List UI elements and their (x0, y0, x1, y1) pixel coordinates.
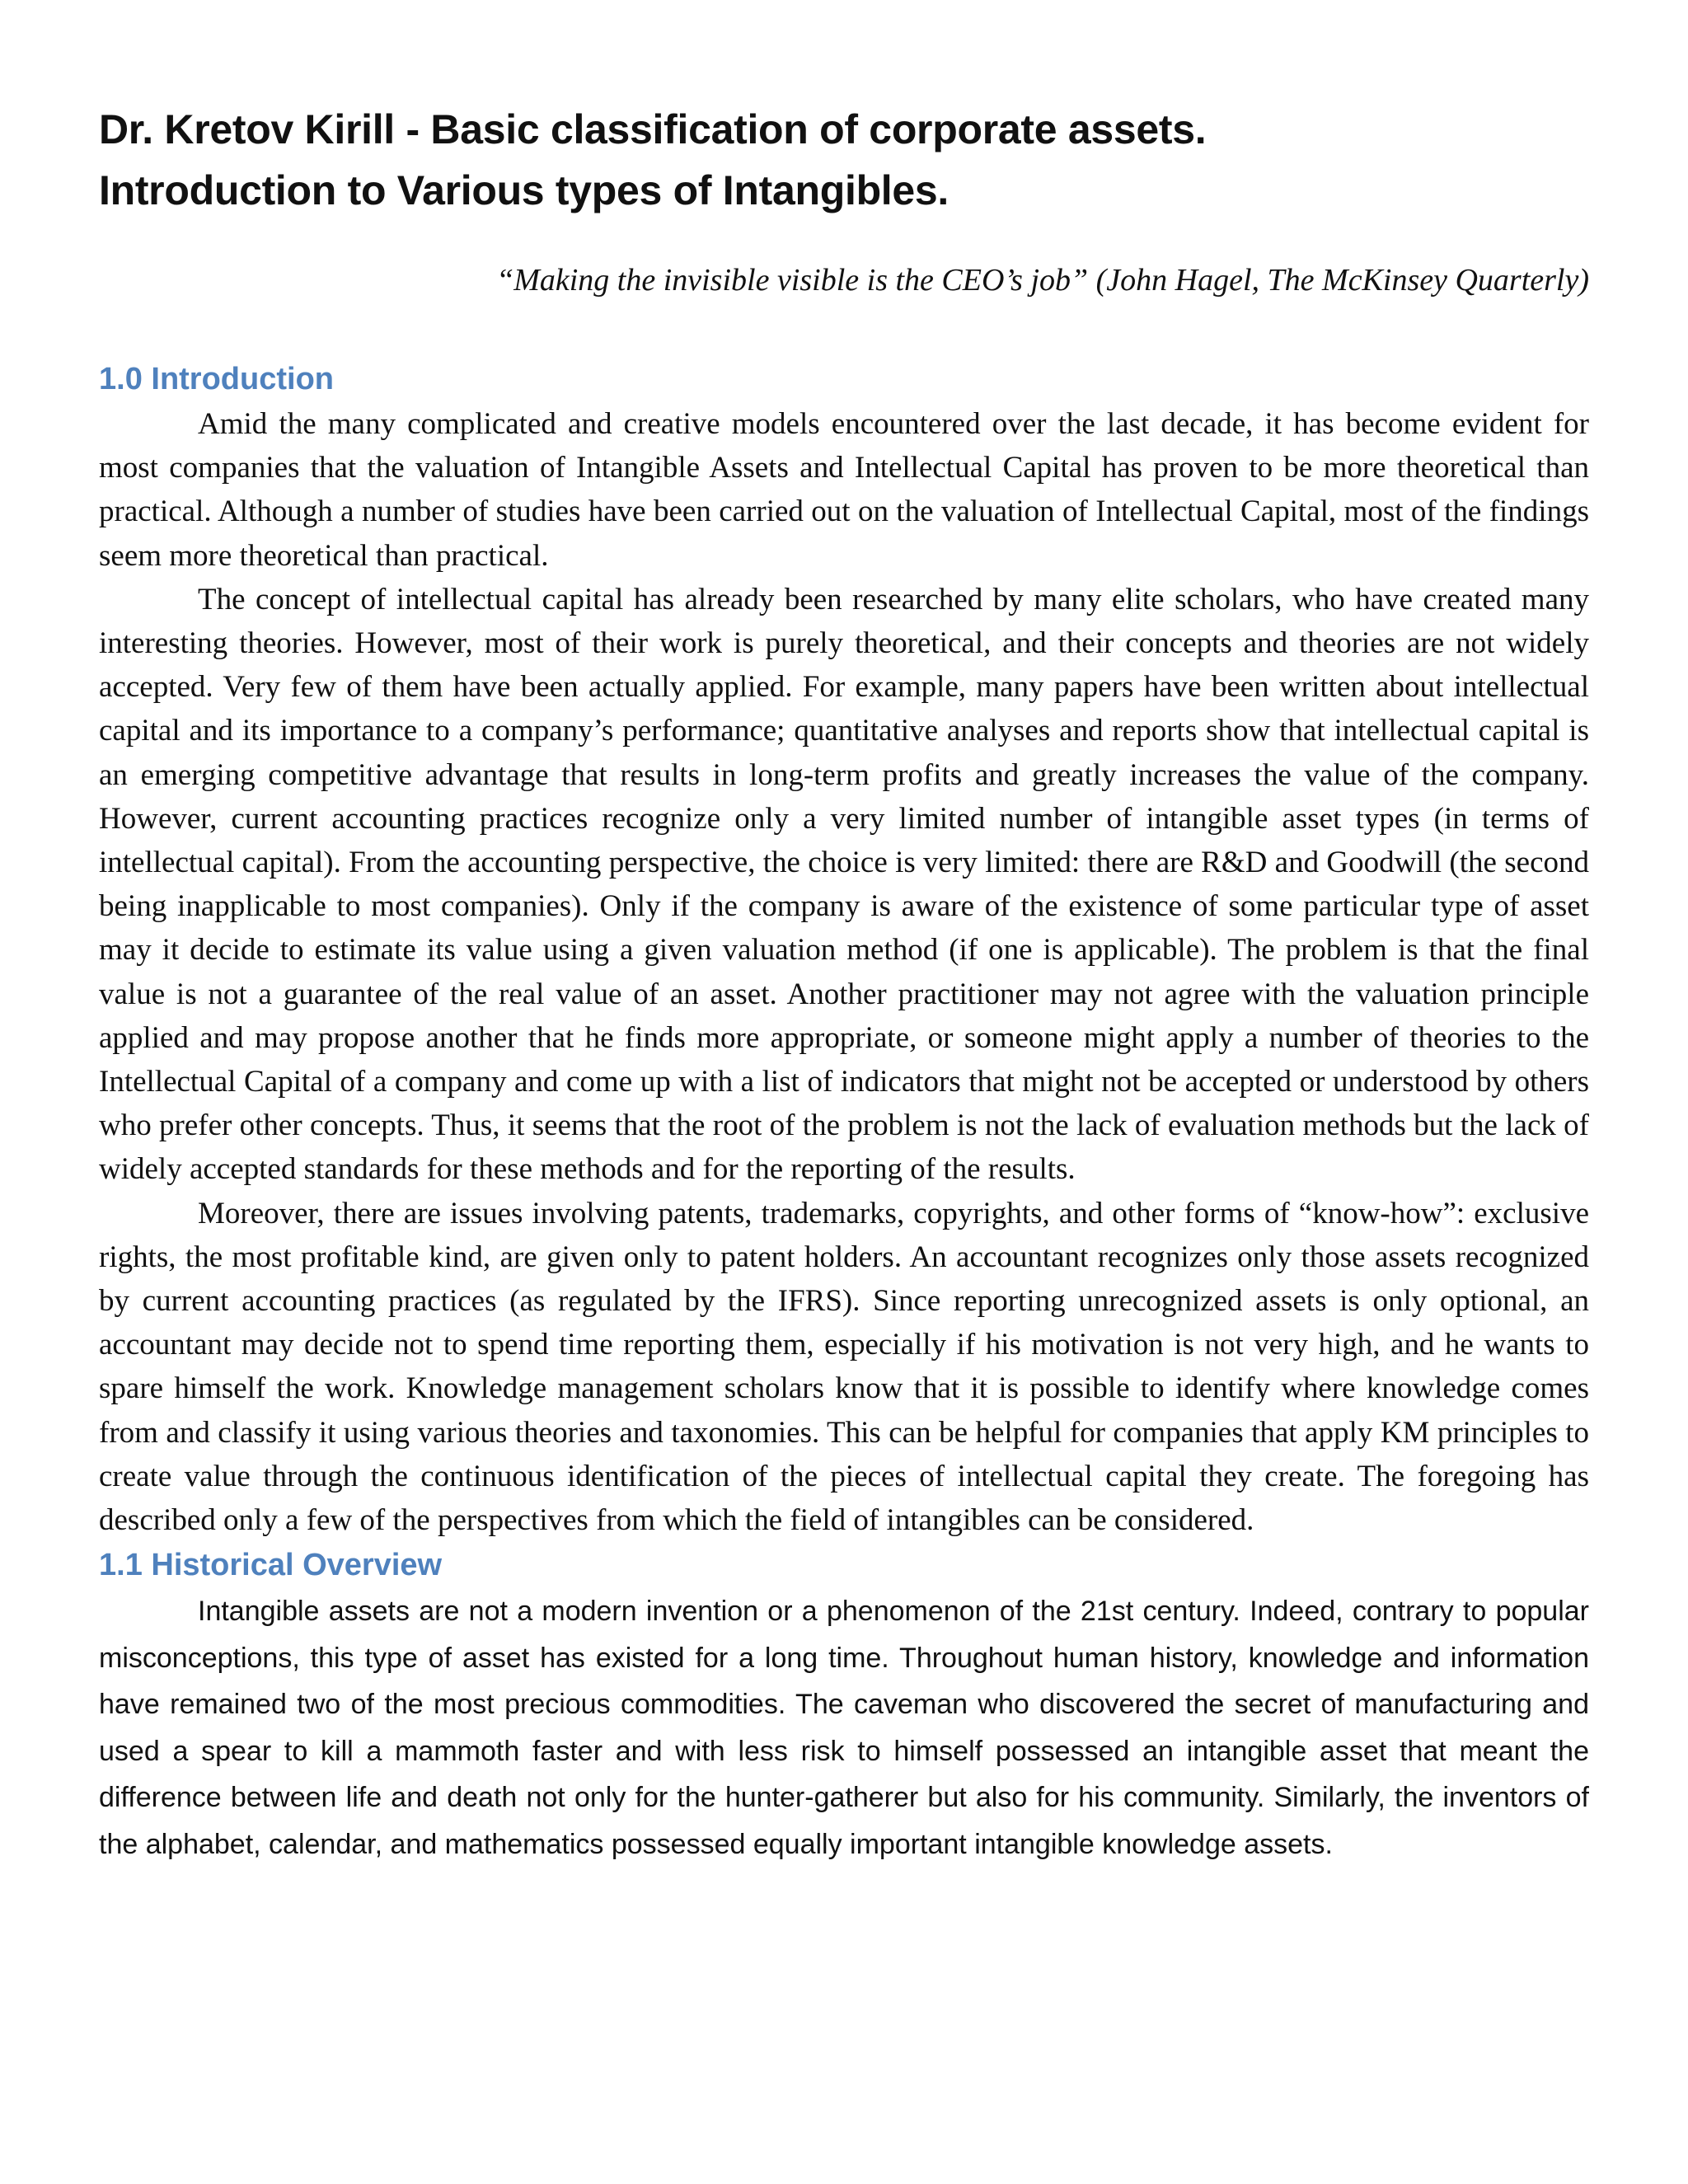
document-page (99, 99, 1589, 2143)
historical-overview-paragraph-1: Intangible assets are not a modern invention or a phenomenon of the 21st century. Indeed, contrary to popular misconceptions, this type of asset has existed for a long time. Throughout human history, knowledge and information have remained two of the most precious commodities. The caveman who discovered the secret of manufacturing and used a spear to kill a mammoth faster and with less risk to himself possessed an intangible asset that meant the difference between life and death not only for the hunter-gatherer but also for his community. Similarly, the inventors of the alphabet, calendar, and mathematics possessed equally important intangible knowledge assets. (99, 1596, 1589, 1860)
introduction-paragraph-3: Moreover, there are issues involving patents, trademarks, copyrights, and other forms of “know-how”: exclusive rights, the most profitable kind, are given only to patent holders. An accountant recognizes only those assets recognized by current accounting practices (as regulated by the IFRS). Since reporting unrecognized assets is only optional, an accountant may decide not to spend time reporting them, especially if his motivation is not very high, and he wants to spare himself the work. Knowledge management scholars know that it is possible to identify where knowledge comes from and classify it using various theories and taxonomies. This can be helpful for companies that apply KM principles to create value through the continuous identification of the pieces of intellectual capital they create. The foregoing has described only a few of the perspectives from which the field of intangibles can be considered. (99, 1196, 1589, 1538)
title-line-1: Dr. Kretov Kirill - Basic classification of corporate assets. (99, 106, 1207, 152)
section-heading-introduction: 1.0 Introduction (99, 362, 334, 396)
title-line-2: Introduction to Various types of Intangibles. (99, 167, 950, 213)
introduction-paragraph-2: The concept of intellectual capital has already been researched by many elite scholars, who have created many interesting theories. However, most of their work is purely theoretical, and their concepts and theories are not widely accepted. Very few of them have been actually applied. For example, many papers have been written about intellectual capital and its importance to a company’s performance; quantitative analyses and reports show that intellectual capital is an emerging competitive advantage that results in long-term profits and greatly increases the value of the company. However, current accounting practices recognize only a very limited number of intangible asset types (in terms of intellectual capital). From the accounting perspective, the choice is very limited: there are R&D and Goodwill (the second being inapplicable to most companies). Only if the company is aware of the existence of some particular type of asset may it decide to estimate its value using a given valuation method (if one is applicable). The problem is that the final value is not a guarantee of the real value of an asset. Another practitioner may not agree with the valuation principle applied and may propose another that he finds more appropriate, or someone might apply a number of theories to the Intellectual Capital of a company and come up with a list of indicators that might not be accepted or understood by others who prefer other concepts. Thus, it seems that the root of the problem is not the lack of evaluation methods but the lack of widely accepted standards for these methods and for the reporting of the results. (99, 582, 1589, 1187)
introduction-paragraph-1: Amid the many complicated and creative models encountered over the last decade, it has become evident for most companies that the valuation of Intangible Assets and Intellectual Capital has proven to be more theoretical than practical. Although a number of studies have been carried out on the valuation of Intellectual Capital, most of the findings seem more theoretical than practical. (99, 407, 1589, 573)
epigraph-quote: “Making the invisible visible is the CEO’s job” (John Hagel, The McKinsey Quarterly) (496, 263, 1589, 298)
section-heading-historical-overview: 1.1 Historical Overview (99, 1548, 443, 1583)
document-title (99, 99, 1589, 221)
